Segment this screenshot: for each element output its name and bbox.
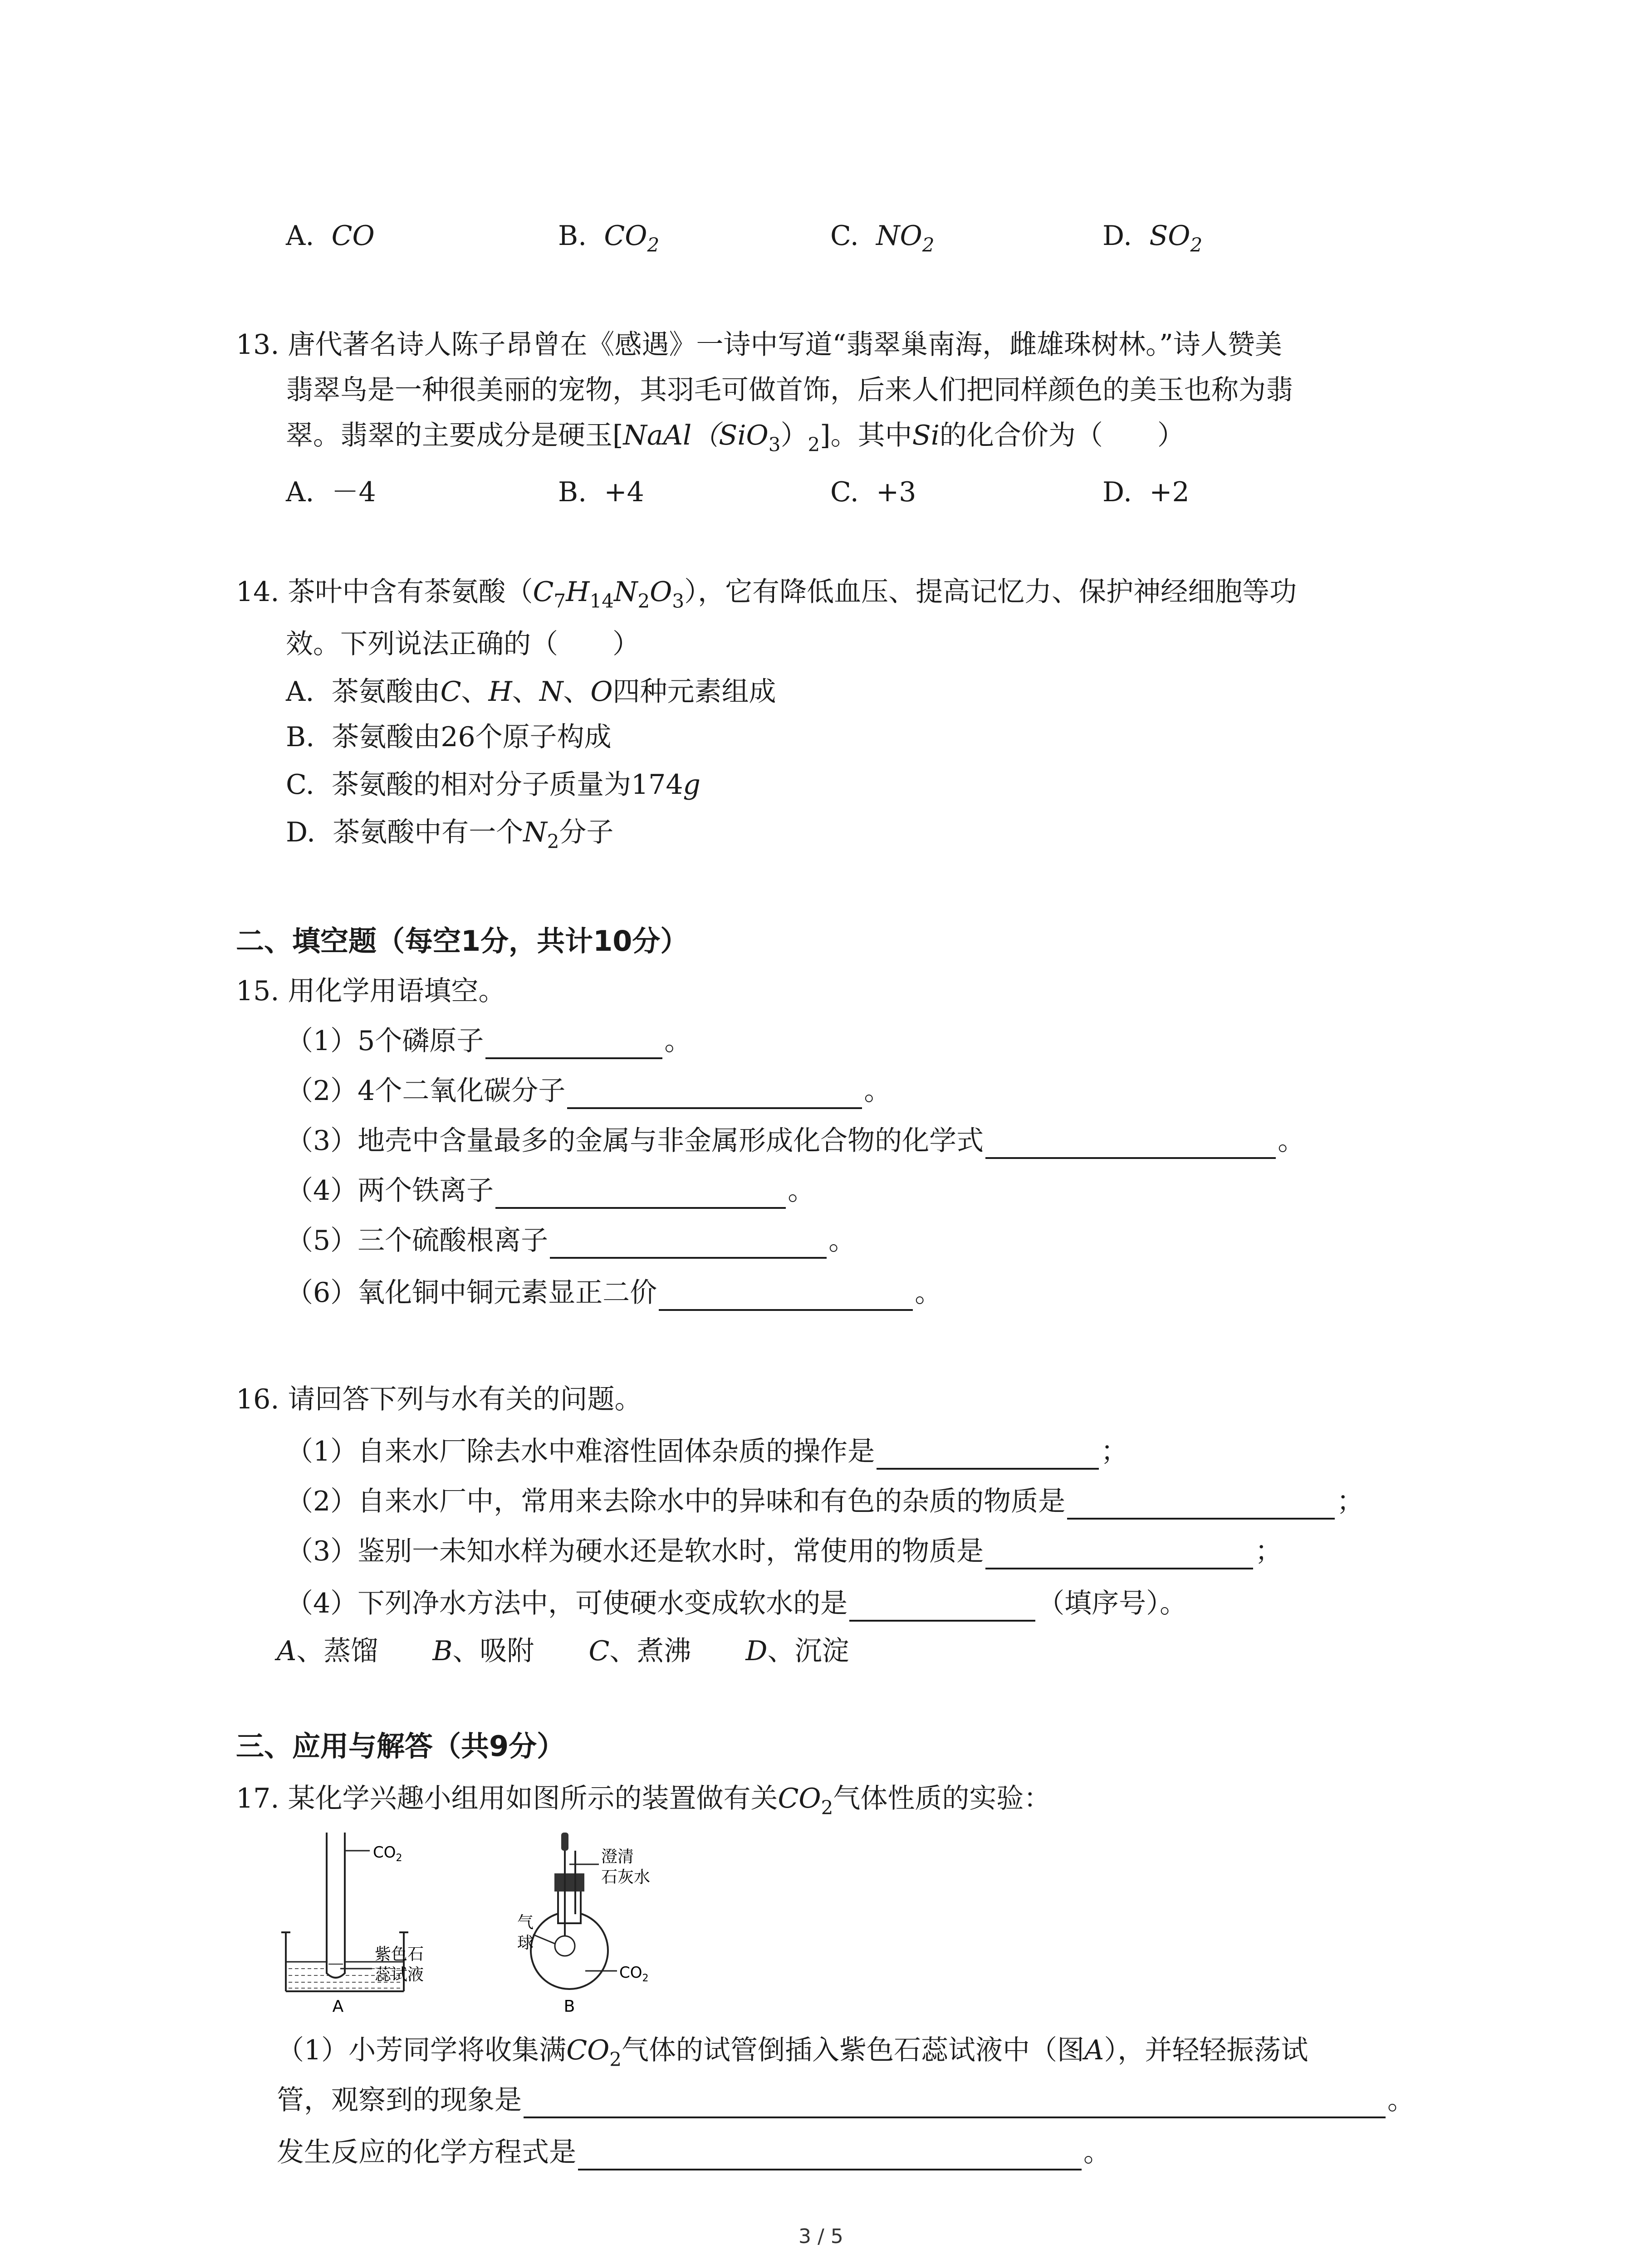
choice-letter: D <box>745 1635 768 1667</box>
option-text: CO <box>604 220 647 252</box>
choice-text: 、吸附 <box>452 1635 534 1667</box>
text: ]。其中 <box>820 420 912 451</box>
q16-stem <box>236 1381 642 1418</box>
text: （2）自来水厂中，常用来去除水中的异味和有色的杂质的物质是 <box>286 1486 1066 1517</box>
choice-text: 、煮沸 <box>609 1635 691 1667</box>
formula: O <box>590 676 613 708</box>
text: 茶氨酸由26个原子构成 <box>332 721 612 753</box>
formula: C <box>440 676 461 708</box>
option-label: B. <box>558 220 587 252</box>
q17-part1-line-2 <box>277 2082 1415 2118</box>
subscript: 2 <box>547 830 559 853</box>
formula: C <box>533 576 554 608</box>
subscript: 2 <box>637 590 650 612</box>
text: 、 <box>461 676 489 708</box>
q13-line-1 <box>236 327 1282 363</box>
option-label: A. <box>286 220 314 252</box>
q14-line-1 <box>236 574 1297 610</box>
option-label: C. <box>830 220 859 252</box>
formula: CO <box>566 2034 610 2066</box>
answer-blank[interactable] <box>495 1181 786 1209</box>
formula: N <box>539 676 563 708</box>
subscript: 2 <box>821 1796 833 1819</box>
text: 四种元素组成 <box>612 676 776 708</box>
answer-blank[interactable] <box>578 2142 1082 2170</box>
choice-letter: C <box>588 1635 610 1667</box>
text: 。 <box>864 1075 892 1107</box>
q12-option-a <box>286 218 375 254</box>
text: 管，观察到的现象是 <box>277 2084 522 2116</box>
q15-item-4 <box>286 1173 815 1209</box>
text: 分子 <box>559 816 614 848</box>
text: 、 <box>512 676 539 708</box>
choice-text: 、沉淀 <box>767 1635 849 1667</box>
answer-blank[interactable] <box>985 1131 1276 1159</box>
text: ； <box>1101 1436 1128 1467</box>
formula: Si <box>912 420 940 451</box>
choice-letter: B <box>432 1635 453 1667</box>
subscript: 2 <box>922 234 935 256</box>
q14-option-c <box>286 767 700 803</box>
q14-line-2: 效。下列说法正确的（ ） <box>286 628 640 660</box>
formula: O <box>650 576 672 608</box>
option-label: A. <box>286 676 314 708</box>
q13-option-d <box>1102 474 1190 510</box>
formula: （SiO <box>691 420 769 451</box>
text: 茶氨酸的相对分子质量为174 <box>332 769 683 801</box>
subscript: 7 <box>554 590 566 612</box>
subscript: 3 <box>768 433 781 456</box>
option-text: －4 <box>331 476 376 508</box>
text: 用化学用语填空。 <box>288 975 506 1007</box>
q17-part1-line-1 <box>277 2032 1308 2071</box>
text: （1）5个磷原子 <box>286 1025 484 1057</box>
answer-blank[interactable] <box>524 2090 1386 2118</box>
formula: H <box>488 676 512 708</box>
text: 某化学兴趣小组用如图所示的装置做有关 <box>288 1783 778 1814</box>
question-number: 13. <box>236 329 279 361</box>
formula: ） <box>780 420 808 451</box>
answer-blank[interactable] <box>485 1031 662 1059</box>
choice-c <box>588 1635 691 1667</box>
option-label: A. <box>286 476 314 508</box>
text: （4）下列净水方法中，可使硬水变成软水的是 <box>286 1588 848 1619</box>
figure-b-balloon-label-1: 气 <box>517 1913 534 1932</box>
option-label: B. <box>286 721 315 753</box>
text: 发生反应的化学方程式是 <box>277 2136 576 2168</box>
figure-a-litmus-label-2: 蕊试液 <box>375 1965 424 1984</box>
question-number: 16. <box>236 1383 279 1415</box>
question-number: 15. <box>236 975 279 1007</box>
option-text: +2 <box>1149 476 1190 508</box>
q13-option-c <box>830 474 916 510</box>
subscript: 3 <box>672 590 685 612</box>
section-heading-fill-in: 二、填空题（每空1分，共计10分） <box>236 924 689 958</box>
q15-stem <box>236 973 506 1009</box>
text: （1）小芳同学将收集满 <box>277 2034 567 2066</box>
answer-blank[interactable] <box>985 1541 1253 1569</box>
option-text: CO <box>331 220 375 252</box>
answer-blank[interactable] <box>877 1442 1099 1470</box>
q14-option-a <box>286 674 776 710</box>
formula: NaAl <box>623 420 692 451</box>
text: 。 <box>915 1277 942 1309</box>
formula: CO <box>778 1783 821 1814</box>
choice-text: 、蒸馏 <box>296 1635 378 1667</box>
text: ），它有降低血压、提高记忆力、保护神经细胞等功 <box>684 576 1297 608</box>
text: ； <box>1337 1486 1364 1517</box>
formula: N <box>613 576 638 608</box>
question-text: 唐代著名诗人陈子昂曾在《感遇》一诗中写道“翡翠巢南海，雌雄珠树林。”诗人赞美 <box>288 329 1282 361</box>
text: 。 <box>828 1225 856 1256</box>
q13-option-a <box>286 474 376 510</box>
text: （4）两个铁离子 <box>286 1175 494 1207</box>
option-label: D. <box>1102 220 1132 252</box>
text: 。 <box>1278 1125 1305 1157</box>
figure-b-limewater-label-2: 石灰水 <box>601 1868 651 1887</box>
text: （3）鉴别一未知水样为硬水还是软水时，常使用的物质是 <box>286 1535 984 1567</box>
text: 气体性质的实验： <box>833 1783 1051 1814</box>
q14-option-d <box>286 814 614 853</box>
text: （6）氧化铜中铜元素显正二价 <box>286 1277 657 1309</box>
text: （5）三个硫酸根离子 <box>286 1225 549 1256</box>
q17-part1-line-3 <box>277 2134 1111 2170</box>
subscript: 2 <box>647 234 660 256</box>
figure-a-test-tube <box>327 1833 372 1978</box>
question-number: 14. <box>236 576 279 608</box>
subscript: 14 <box>589 590 614 612</box>
q17-stem <box>236 1780 1051 1817</box>
q16-choices <box>277 1633 849 1669</box>
text: （1）自来水厂除去水中难溶性固体杂质的操作是 <box>286 1436 875 1467</box>
q12-option-d <box>1102 218 1202 254</box>
figure-a-litmus-label-1: 紫色石 <box>375 1945 424 1964</box>
q15-item-1 <box>286 1023 691 1059</box>
subscript: 2 <box>609 2048 622 2071</box>
choice-d <box>745 1635 849 1667</box>
option-label: D. <box>1102 476 1132 508</box>
text: （填序号）。 <box>1037 1588 1187 1619</box>
option-label: C. <box>286 769 314 801</box>
figure-b-caption: B <box>563 1997 575 2016</box>
subscript: 2 <box>1190 234 1203 256</box>
text: 的化合价为（ ） <box>939 420 1185 451</box>
text: （3）地壳中含量最多的金属与非金属形成化合物的化学式 <box>286 1125 984 1157</box>
text: ），并轻轻振荡试 <box>1104 2034 1308 2066</box>
q15-item-2 <box>286 1073 891 1109</box>
text: 翠。翡翠的主要成分是硬玉[ <box>286 420 623 451</box>
option-label: D. <box>286 816 316 848</box>
question-number: 17. <box>236 1783 279 1814</box>
q16-item-1 <box>286 1433 1128 1470</box>
section-heading-application: 三、应用与解答（共9分） <box>236 1730 565 1763</box>
option-text: NO <box>876 220 922 252</box>
text: 。 <box>664 1025 692 1057</box>
answer-blank[interactable] <box>1067 1491 1335 1520</box>
subscript: 2 <box>808 433 820 456</box>
q16-item-2 <box>286 1483 1364 1520</box>
option-text: SO <box>1149 220 1190 252</box>
choice-a <box>277 1635 378 1667</box>
unit: g <box>683 769 700 801</box>
text: 茶叶中含有茶氨酸（ <box>288 576 533 608</box>
experiment-figure <box>272 1823 726 2028</box>
q12-option-b <box>558 218 659 254</box>
answer-blank[interactable] <box>567 1081 862 1109</box>
formula: H <box>566 576 590 608</box>
q16-item-4 <box>286 1585 1187 1622</box>
q16-item-3 <box>286 1533 1282 1569</box>
text: 气体的试管倒插入紫色石蕊试液中（图 <box>622 2034 1085 2066</box>
q15-item-6 <box>286 1275 942 1311</box>
text: ； <box>1255 1535 1283 1567</box>
figure-b-co2-label: $CO_2$ <box>619 1964 649 1984</box>
option-text: +3 <box>876 476 916 508</box>
q13-line-2: 翡翠鸟是一种很美丽的宠物，其羽毛可做首饰，后来人们把同样颜色的美玉也称为翡 <box>286 374 1293 406</box>
text: 。 <box>1387 2084 1415 2116</box>
answer-blank[interactable] <box>550 1231 827 1259</box>
formula: A <box>1084 2034 1104 2066</box>
q15-item-3 <box>286 1123 1305 1159</box>
figure-b-balloon-label-2: 球 <box>517 1934 534 1952</box>
q13-line-3 <box>286 417 1185 454</box>
figure-a-co2-label: $CO_2$ <box>373 1843 402 1864</box>
q14-option-b <box>286 719 612 755</box>
text: （2）4个二氧化碳分子 <box>286 1075 566 1107</box>
choice-b <box>432 1635 534 1667</box>
text: 。 <box>788 1175 815 1207</box>
text: 茶氨酸由 <box>331 676 441 708</box>
option-text: +4 <box>604 476 644 508</box>
text: 请回答下列与水有关的问题。 <box>288 1383 642 1415</box>
q13-option-b <box>558 474 644 510</box>
option-label: B. <box>558 476 587 508</box>
option-label: C. <box>830 476 859 508</box>
choice-letter: A <box>277 1635 297 1667</box>
formula: N <box>523 816 547 848</box>
text: 。 <box>1083 2136 1111 2168</box>
answer-blank[interactable] <box>659 1283 913 1311</box>
q15-item-5 <box>286 1222 856 1259</box>
answer-blank[interactable] <box>849 1593 1035 1622</box>
figure-a-caption: A <box>332 1997 344 2016</box>
text: 、 <box>563 676 591 708</box>
text: 茶氨酸中有一个 <box>333 816 524 848</box>
figure-b-limewater-label-1: 澄清 <box>601 1848 634 1866</box>
q12-option-c <box>830 218 934 254</box>
page-number: 3 / 5 <box>798 2225 843 2248</box>
